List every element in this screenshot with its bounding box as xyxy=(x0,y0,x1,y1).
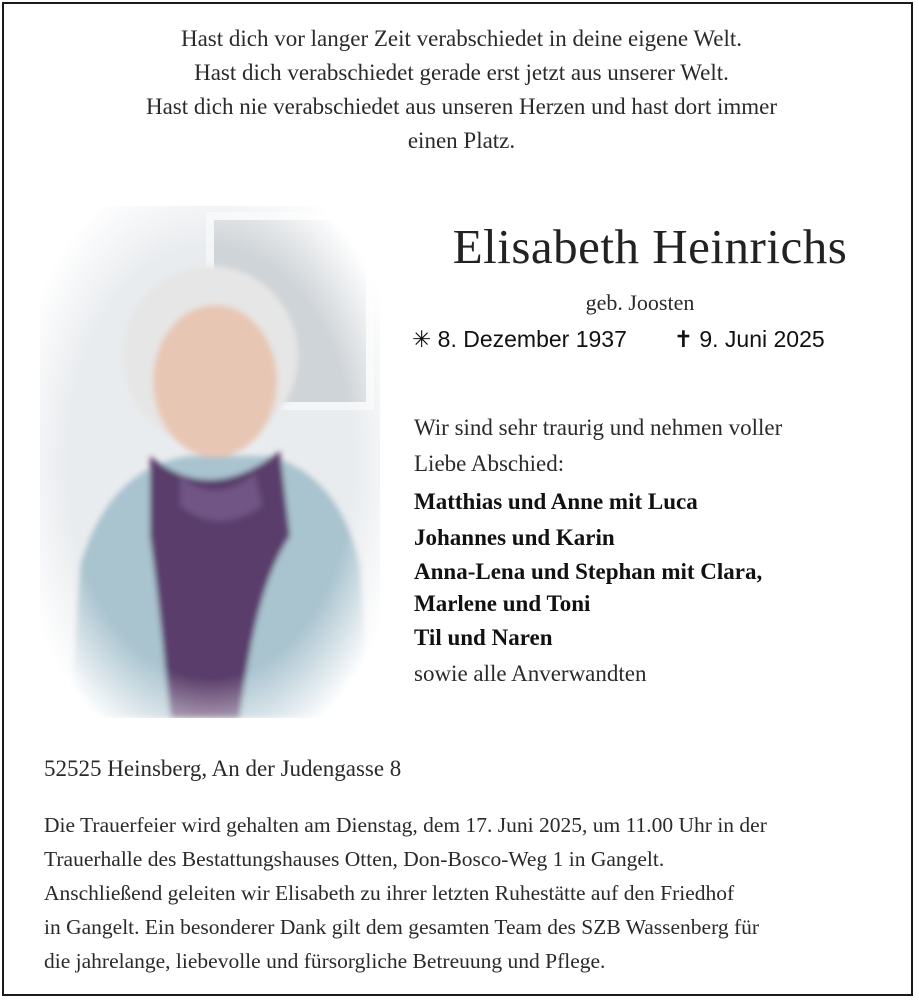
mourning-intro: Liebe Abschied: xyxy=(414,451,565,476)
maiden-name: geb. Joosten xyxy=(585,290,695,315)
portrait-photo xyxy=(40,206,380,718)
family-member: Johannes und Karin xyxy=(414,525,615,550)
mourners-block xyxy=(414,410,880,692)
family-member: Anna-Lena und Stephan mit Clara, xyxy=(414,559,763,584)
notice-line: Trauerhalle des Bestattungshauses Otten, Don-Bosco-Weg 1 in Gangelt. xyxy=(44,847,665,871)
family-member: Marlene und Toni xyxy=(414,591,591,616)
birth-asterisk-icon: ✳ xyxy=(412,326,432,352)
funeral-notice xyxy=(44,808,882,978)
poem xyxy=(40,22,883,158)
family-member: Til und Naren xyxy=(414,625,553,650)
relatives-line: sowie alle Anverwandten xyxy=(414,661,647,686)
family-member: Matthias und Anne mit Luca xyxy=(414,489,698,514)
notice-line: die jahrelange, liebevolle und fürsorgliche Betreuung und Pflege. xyxy=(44,949,606,973)
life-dates xyxy=(412,326,825,353)
notice-line: Die Trauerfeier wird gehalten am Dienstag, dem 17. Juni 2025, um 11.00 Uhr in der xyxy=(44,813,767,837)
deceased-name: Elisabeth Heinrichs xyxy=(452,219,848,274)
mourning-intro: Wir sind sehr traurig und nehmen voller xyxy=(414,415,783,440)
death-date: 9. Juni 2025 xyxy=(699,326,825,352)
birth-date: 8. Dezember 1937 xyxy=(437,326,627,352)
poem-line: Hast dich vor langer Zeit verabschiedet in deine eigene Welt. xyxy=(180,26,742,51)
poem-line: Hast dich verabschiedet gerade erst jetzt aus unserer Welt. xyxy=(194,60,729,85)
notice-line: in Gangelt. Ein besonderer Dank gilt dem gesamten Team des SZB Wassenberg für xyxy=(44,915,760,939)
poem-line: Hast dich nie verabschiedet aus unseren Herzen und hast dort immer xyxy=(145,94,777,119)
death-cross-icon: ✝ xyxy=(673,326,693,352)
poem-line: einen Platz. xyxy=(407,128,516,153)
notice-line: Anschließend geleiten wir Elisabeth zu ihrer letzten Ruhestätte auf den Friedhof xyxy=(44,881,735,905)
address: 52525 Heinsberg, An der Judengasse 8 xyxy=(44,756,402,781)
